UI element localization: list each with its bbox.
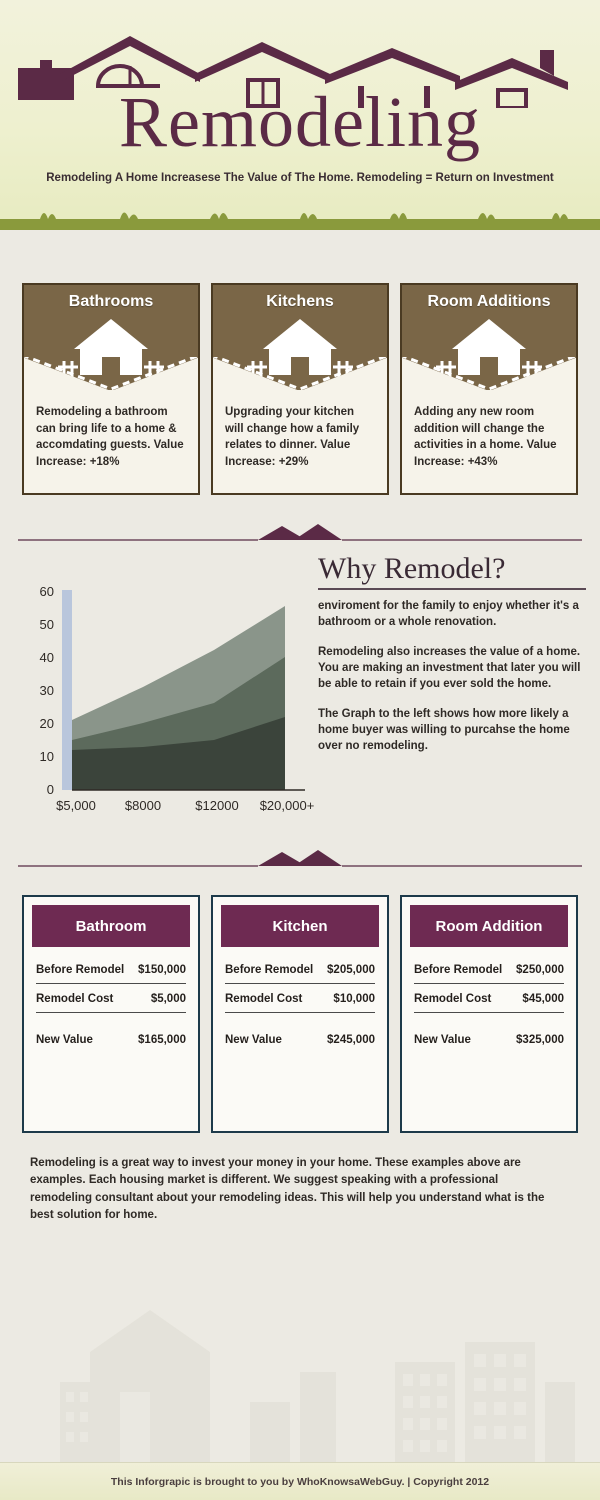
table-row (414, 984, 564, 1013)
feature-card-title: Room Additions (427, 293, 551, 310)
feature-card-title: Kitchens (266, 293, 334, 310)
feature-card[interactable] (400, 283, 578, 495)
why-paragraph-1: enviroment for the family to enjoy whether it's a bathroom or a whole renovation. (318, 600, 579, 629)
cost-table-title: Room Addition (410, 905, 568, 947)
row-label: Remodel Cost (36, 993, 114, 1005)
svg-text:20: 20 (39, 716, 54, 731)
row-label: Before Remodel (414, 964, 503, 976)
remodel-chart (10, 580, 315, 825)
cost-table-title: Bathroom (32, 905, 190, 947)
row-value: $45,000 (522, 993, 564, 1005)
section-divider (18, 522, 582, 548)
area-chart-svg (10, 580, 315, 825)
footer-bar (0, 1462, 600, 1500)
feature-card-top (402, 285, 576, 390)
page-subtitle: Remodeling A Home Increasese The Value of The Home. Remodeling = Return on Investment (46, 172, 554, 184)
page-title: Remodeling (119, 82, 481, 162)
svg-text:50: 50 (39, 617, 54, 632)
svg-text:60: 60 (39, 584, 54, 599)
feature-card[interactable] (211, 283, 389, 495)
row-label: New Value (225, 1034, 282, 1046)
why-paragraph-3: The Graph to the left shows how more likely a home buyer was willing to purcahse the home over no remodeling. (318, 707, 570, 753)
svg-text:$8000: $8000 (124, 798, 162, 813)
row-value: $205,000 (327, 964, 375, 976)
skyline-illustration (0, 1232, 600, 1462)
svg-text:$5,000: $5,000 (56, 798, 96, 813)
why-remodel-title: Why Remodel? (318, 552, 586, 590)
svg-text:$12000: $12000 (195, 798, 239, 813)
svg-text:10: 10 (39, 749, 54, 764)
row-value: $325,000 (516, 1034, 564, 1046)
table-row (414, 1025, 564, 1053)
row-label: Before Remodel (225, 964, 314, 976)
feature-card-top (24, 285, 198, 390)
table-row (225, 955, 375, 984)
row-label: Before Remodel (36, 964, 125, 976)
row-value: $250,000 (516, 964, 564, 976)
svg-text:30: 30 (39, 683, 54, 698)
table-row (36, 1025, 186, 1053)
chevron-notch (402, 357, 576, 390)
row-label: New Value (36, 1034, 93, 1046)
cost-table[interactable] (211, 895, 389, 1133)
svg-text:0: 0 (46, 782, 54, 797)
footer-text: This Inforgrapic is brought to you by WhoKnowsaWebGuy. | Copyright 2012 (110, 1475, 490, 1488)
table-row (225, 984, 375, 1013)
row-label: New Value (414, 1034, 471, 1046)
row-value: $245,000 (327, 1034, 375, 1046)
table-row (414, 955, 564, 984)
cost-table-title: Kitchen (221, 905, 379, 947)
row-value: $150,000 (138, 964, 186, 976)
cost-table[interactable] (22, 895, 200, 1133)
why-remodel-body (318, 598, 584, 768)
cost-table[interactable] (400, 895, 578, 1133)
table-row (36, 984, 186, 1013)
cost-tables-row (0, 895, 600, 1140)
row-value: $165,000 (138, 1034, 186, 1046)
feature-card-body: Upgrading your kitchen will change how a family relates to dinner. Value Increase: +29% (225, 406, 360, 469)
feature-card[interactable] (22, 283, 200, 495)
feature-card-top (213, 285, 387, 390)
row-label: Remodel Cost (225, 993, 303, 1005)
feature-card-body: Adding any new room addition will change the activities in a home. Value Increase: +43% (414, 406, 557, 469)
feature-card-title: Bathrooms (68, 293, 154, 310)
svg-text:$20,000+: $20,000+ (259, 798, 315, 813)
row-value: $5,000 (150, 993, 186, 1005)
feature-cards-row (0, 283, 600, 498)
table-row (36, 955, 186, 984)
why-paragraph-2: Remodeling also increases the value of a home. You are making an investment that later you will be able to retain if you ever sold the home. (318, 645, 581, 691)
closing-paragraph: Remodeling is a great way to invest your money in your home. These examples above are examples. Each housing market is different. We suggest speaking with a professional remodeling consultant about your remodeling ideas. This will help you understand what is the best solution for home. (30, 1157, 545, 1221)
chevron-notch (24, 357, 198, 390)
table-row (225, 1025, 375, 1053)
section-divider (18, 848, 582, 874)
grass-band (0, 205, 600, 230)
row-value: $10,000 (333, 993, 375, 1005)
chevron-notch (213, 357, 387, 390)
row-label: Remodel Cost (414, 993, 492, 1005)
header-section (0, 0, 600, 230)
svg-text:40: 40 (39, 650, 54, 665)
feature-card-body: Remodeling a bathroom can bring life to a home & accomdating guests. Value Increase: +18% (36, 406, 184, 469)
